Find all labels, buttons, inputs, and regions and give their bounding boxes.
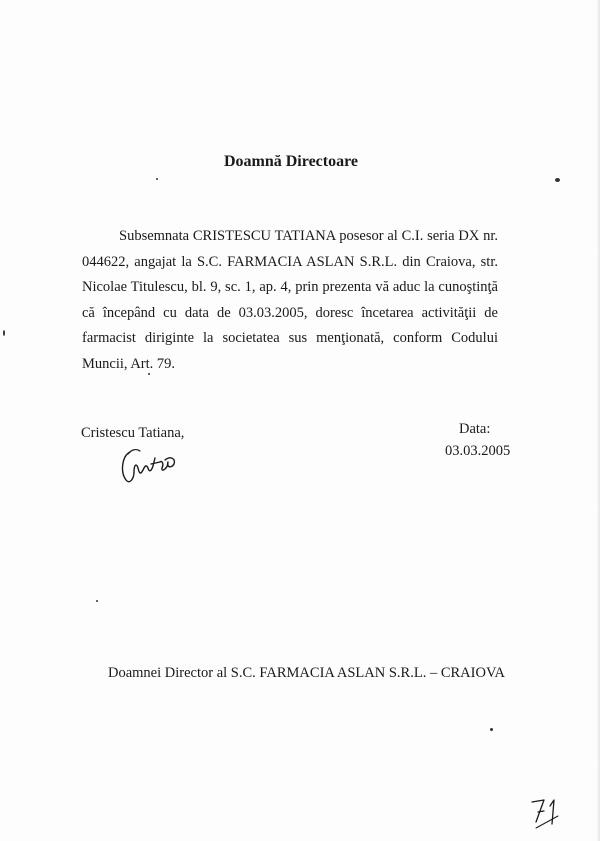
scan-speck [3, 330, 5, 336]
letter-body: Subsemnata CRISTESCU TATIANA posesor al C.I. seria DX nr. 044622, angajat la S.C. FARMACIA ASLAN S.R.L. din Craiova, str. Nicolae Titulescu, bl. 9, sc. 1, ap. 4, prin prezenta vă aduc la cunoştinţă că începând cu data de 03.03.2005, doresc încetarea activităţii de farmacist diriginte la societatea sus menţionată, conform Codului Muncii, Art. 79. [82, 228, 498, 372]
scan-edge [596, 0, 600, 841]
letter-salutation: Doamnă Directoare [223, 153, 359, 170]
scan-speck [148, 373, 150, 375]
scan-speck [555, 178, 560, 182]
signer-name: Cristescu Tatiana, [81, 425, 185, 441]
scan-speck [156, 178, 158, 180]
date-label: Data: [459, 421, 491, 437]
scan-speck [490, 728, 493, 731]
addressee-line: Doamnei Director al S.C. FARMACIA ASLAN S.R.L. – CRAIOVA [108, 665, 506, 681]
scan-speck [96, 600, 98, 602]
date-value: 03.03.2005 [445, 443, 511, 459]
handwritten-signature [118, 442, 180, 488]
handwritten-page-number [528, 792, 564, 832]
